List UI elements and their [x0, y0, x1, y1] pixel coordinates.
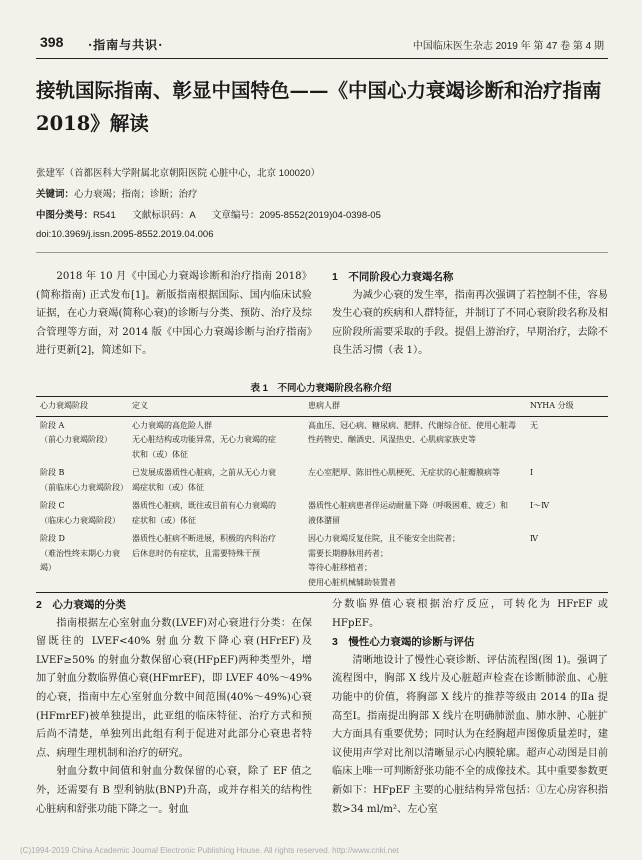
table-row: [36, 464, 608, 497]
cell-nyha: Ⅰ～Ⅳ: [530, 501, 550, 510]
cell-nyha: Ⅳ: [526, 530, 608, 593]
section2: [36, 596, 312, 819]
cell-nyha: 无: [530, 420, 538, 430]
cell-population-line: 等待心脏移植者；: [308, 563, 372, 572]
cell-population-line: 液体潴留: [308, 515, 340, 525]
classification-line: [36, 207, 381, 221]
table-caption: 表 1 不同心力衰竭阶段名称介绍: [250, 383, 392, 394]
section2-p3: 分数临界值心衰根据治疗反应，可转化为 HFrEF 或 HFpEF。: [332, 599, 608, 629]
cell-population-line: 高血压、冠心病、糖尿病、肥胖、代谢综合征、使用心脏毒: [308, 420, 516, 430]
cell-population-line: 使用心脏机械辅助装置者: [308, 577, 396, 587]
cell-definition-line: 状和（或）体征: [132, 449, 188, 459]
article-no-value: 2095-8552(2019)04-0398-05: [259, 210, 381, 221]
cell-definition-line: 器质性心脏病不断进展，积极的内科治疗: [132, 534, 276, 543]
cell-population-line: 左心室肥厚、陈旧性心肌梗死、无症状的心脏瓣膜病等: [308, 468, 500, 477]
meta-divider: [36, 252, 608, 253]
copyright-footer: (C)1994-2019 China Academic Journal Electronic Publishing House. All rights reserved. http://www.cnki.net: [20, 846, 399, 855]
section1-text: 为减少心衰的发生率，指南再次强调了若控制不佳，容易发生心衰的疾病和人群特征，并制订了不同心衰阶段名称及相应阶段所需要采取的手段。提倡上游治疗，早期治疗，去除不良生活习惯（表 1）。: [332, 289, 608, 357]
doi-line: doi:10.3969/j.issn.2095-8552.2019.04.006: [36, 229, 214, 240]
th-nyha: NYHA 分级: [526, 397, 608, 417]
intro-text: 2018 年 10 月《中国心力衰竭诊断和治疗指南 2018》(简称指南) 正式发布[1]。新版指南根据国际、国内临床试验证据，在心力衰竭(简称心衰)的诊断与分类、预防、治疗及综合管理等方面，对 2014 版《中国心力衰竭诊断与治疗指南》进行更新[2]，简述如下。: [36, 271, 312, 357]
cell-population: [304, 416, 526, 464]
cell-stage: [36, 530, 128, 593]
cell-population-line: 性药物史、酗酒史、风湿热史、心肌病家族史等: [308, 435, 476, 444]
author-line: 张建军（首都医科大学附属北京朝阳医院 心脏中心，北京 100020）: [36, 168, 320, 179]
journal-info: 中国临床医生杂志 2019 年 第 47 卷 第 4 期: [412, 41, 604, 52]
cell-definition-line: 已发展成器质性心脏病，之前从无心力衰: [132, 468, 276, 477]
header-rule: [36, 58, 608, 59]
section1: [332, 268, 608, 361]
keywords-label: 关键词：: [36, 189, 75, 200]
cell-definition-line: 竭症状和（或）体征: [132, 482, 204, 492]
th-stage: 心力衰竭阶段: [36, 397, 128, 417]
cell-definition-line: 心力衰竭的高危险人群: [132, 420, 212, 430]
section2-heading: 2 心力衰竭的分类: [36, 599, 126, 611]
cell-definition: [128, 464, 304, 497]
cell-stage-line: 阶段 A: [40, 420, 65, 430]
cell-population-line: 器质性心脏病患者伴运动耐量下降（呼吸困难、疲乏）和: [308, 501, 508, 510]
article-no-label: 文章编号：: [211, 210, 260, 221]
cell-stage-line: （前心力衰竭阶段）: [40, 435, 112, 444]
right-column-lower: [332, 596, 608, 819]
section3-text: 清晰地设计了慢性心衰诊断、评估流程图(图 1)。强调了流程图中，胸部 X 线片及心脏超声检查在诊断肺淤血、心脏功能中的价值，将胸部 X 线片的推荐等级由 2014 的Ⅱa 提高至Ⅰ。指南提出胸部 X 线片在明确肺淤血、肺水肿、心脏扩大方面具有重要优势；同时认为在经胸超声图像质量差时，建议使用声学对比剂以清晰显示心内膜轮廓。超声心动图是目前临床上唯一可判断舒张功能不全的成像技术。其中重要参数更新如下：HFpEF 主要的心脏结构异常包括：①左心房容积指数>34 ml/m²、左心室: [332, 654, 608, 815]
section1-heading: 1 不同阶段心力衰竭名称: [332, 271, 454, 283]
section-label: ·指南与共识·: [88, 38, 164, 52]
intro-paragraph: [36, 268, 312, 361]
cell-stage-line: （难治性终末期心力衰竭）: [40, 548, 120, 572]
cell-stage: [36, 497, 128, 530]
cell-stage: [36, 416, 128, 464]
cell-definition-line: 症状和（或）体征: [132, 515, 196, 525]
cell-stage-line: 阶段 C: [40, 501, 65, 510]
stage-table: [36, 396, 608, 593]
cell-definition-line: 器质性心脏病，既往或目前有心力衰竭的: [132, 501, 276, 510]
cell-definition-line: 无心脏结构或功能异常，无心力衰竭的症: [132, 435, 276, 444]
cell-stage-line: 阶段 D: [40, 534, 65, 543]
cell-nyha: Ⅰ: [530, 468, 534, 477]
cell-definition: [128, 530, 304, 593]
cell-population: [304, 530, 526, 593]
cell-population: [304, 464, 526, 497]
keywords-value: 心力衰竭；指南；诊断；治疗: [74, 189, 198, 200]
th-population: 患病人群: [304, 397, 526, 417]
article-title: 接轨国际指南、彰显中国特色——《中国心力衰竭诊断和治疗指南 2018》解读: [36, 79, 602, 135]
cell-stage-line: （临床心力衰竭阶段）: [40, 515, 120, 525]
table-row: [36, 497, 608, 530]
table-header-row: [36, 397, 608, 417]
cell-definition: [128, 416, 304, 464]
section3-heading: 3 慢性心力衰竭的诊断与评估: [332, 636, 475, 649]
keywords-line: [36, 186, 198, 200]
cell-population: [304, 497, 526, 530]
table-row: [36, 416, 608, 464]
clc-value: R541: [93, 210, 116, 221]
page-number: 398: [40, 34, 64, 50]
cell-population-line: 需要长期静脉用药者；: [308, 548, 388, 558]
section2-p1: 指南根据左心室射血分数(LVEF)对心衰进行分类：在保留既往的 LVEF<40% 射血分数下降心衰(HFrEF)及 LVEF≥50% 的射血分数保留心衰(HFpEF)两种类型外，增加了射血分数临界值心衰(HFmrEF)，即 LVEF 40%～49% 的心衰，指南中左心室射血分数中间范围(40%～49%)心衰(HFmrEF)被单独提出，此亚组的临床特征、治疗方式和预后尚不清楚，单独列出此组有利于促进对此部分心衰患者特点、病理生理机制和治疗的研究。: [36, 617, 312, 759]
clc-label: 中图分类号：: [36, 210, 94, 221]
cell-stage-line: （前临床心力衰竭阶段）: [40, 482, 128, 492]
doc-code-label: 文献标识码：: [132, 210, 190, 221]
th-definition: 定义: [128, 397, 304, 417]
section2-p2: 射血分数中间值和射血分数保留的心衰，除了 EF 值之外，还需要有 B 型利钠肽(BNP)升高，或并存相关的结构性心脏病和舒张功能下降之一。射血: [36, 766, 312, 815]
cell-stage-line: 阶段 B: [40, 468, 65, 477]
doc-code-value: A: [189, 210, 196, 221]
table-row: [36, 530, 608, 593]
cell-definition-line: 后休息时仍有症状，且需要特殊干预: [132, 548, 260, 558]
cell-definition: [128, 497, 304, 530]
cell-stage: [36, 464, 128, 497]
cell-population-line: 因心力衰竭反复住院，且不能安全出院者；: [308, 534, 460, 543]
